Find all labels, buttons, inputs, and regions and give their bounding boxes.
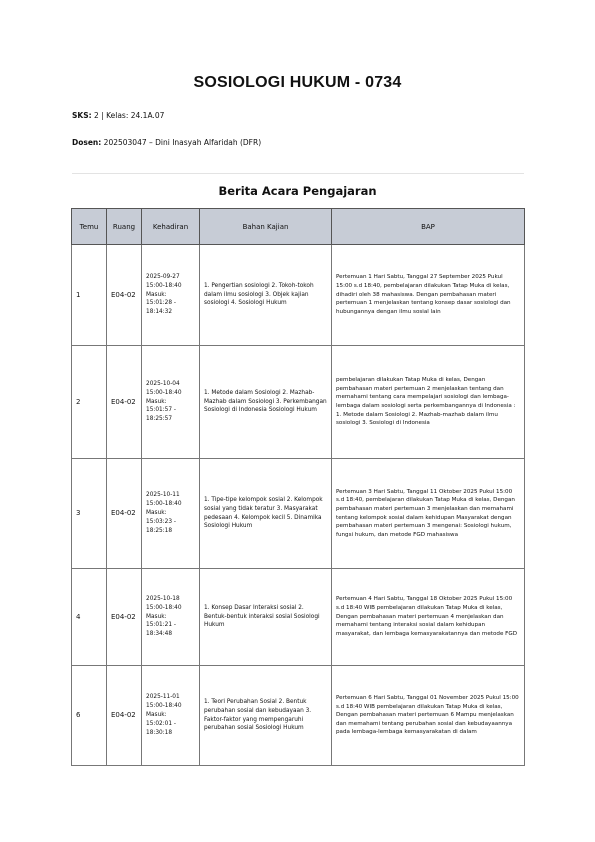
- kehadiran-out-time: 18:34:48: [146, 631, 173, 638]
- bap-cell: Pertemuan 1 Hari Sabtu, Tanggal 27 September 2025 Pukul 15:00 s.d 18:40, pembelajaran dilakukan Tatap Muka di kelas, dihadiri oleh 38 mahasiswa. Dengan pembahasan materi pertemuan 1 menjelaskan tentang konsep dasar sosiologi dan hubungannya dengan ilmu sosial lain: [332, 245, 525, 346]
- kehadiran-masuk-label: Masuk:: [146, 712, 167, 718]
- table-header-row: [72, 209, 525, 245]
- ruang-cell: E04-02: [107, 245, 142, 346]
- header-bahan-kajian: Bahan Kajian: [200, 209, 332, 245]
- kehadiran-time: 15:00-18:40: [146, 282, 182, 289]
- kehadiran-date: 2025-10-18: [146, 595, 180, 602]
- kehadiran-time: 15:00-18:40: [146, 703, 182, 710]
- kehadiran-out-time: 18:14:32: [146, 309, 173, 316]
- sks-kelas-line: [72, 111, 164, 120]
- kehadiran-date: 2025-10-11: [146, 492, 180, 499]
- kehadiran-time: 15:00-18:40: [146, 501, 182, 508]
- kehadiran-in-time: 15:01:21 -: [146, 622, 176, 629]
- table-row: [72, 666, 525, 766]
- kehadiran-masuk-label: Masuk:: [146, 291, 167, 298]
- kehadiran-date: 2025-09-27: [146, 273, 180, 280]
- sks-label: SKS:: [72, 111, 92, 120]
- header-ruang: Ruang: [107, 209, 142, 245]
- kehadiran-date: 2025-11-01: [146, 694, 180, 701]
- table-row: [72, 346, 525, 459]
- page-title: SOSIOLOGI HUKUM - 0734: [193, 74, 402, 91]
- kehadiran-time: 15:00-18:40: [146, 604, 182, 611]
- kehadiran-time: 15:00-18:40: [146, 389, 182, 396]
- bahan-kajian-cell: 1. Konsep Dasar Interaksi sosial 2. Bentuk-bentuk interaksi sosial Sosiologi Hukum: [200, 569, 332, 666]
- bap-cell: Pertemuan 3 Hari Sabtu, Tanggal 11 Oktober 2025 Pukul 15:00 s.d 18:40, pembelajaran dilakukan Tatap Muka di kelas, Dengan pembahasan materi pertemuan 3 menjelaskan dan memahami tentang kelompok sosial dalam kehidupan Masyarakat dengan pembahasan materi pertemuan 3 mengenai: Sosiologi hukum, fungsi hukum, dan metode FGD mahasiswa: [332, 459, 525, 569]
- kehadiran-cell: [142, 346, 200, 459]
- header-kehadiran: Kehadiran: [142, 209, 200, 245]
- bap-cell: pembelajaran dilakukan Tatap Muka di kelas, Dengan pembahasan materi pertemuan 2 menjelaskan tentang dan memahami tentang cara mempelajari sosiologi dan lembaga-lembaga dalam sosiologi serta perkembangannya di Indonesia : 1. Metode dalam Sosiologi 2. Mazhab-mazhab dalam ilmu sosiologi 3. Sosiologi di Indonesia: [332, 346, 525, 459]
- ruang-cell: E04-02: [107, 569, 142, 666]
- table-row: [72, 569, 525, 666]
- kehadiran-out-time: 18:30:18: [146, 729, 173, 736]
- dosen-label: Dosen:: [72, 138, 102, 147]
- temu-cell: 3: [72, 459, 107, 569]
- kehadiran-cell: [142, 569, 200, 666]
- kehadiran-in-time: 15:01:57 -: [146, 407, 176, 414]
- temu-cell: 4: [72, 569, 107, 666]
- bahan-kajian-cell: 1. Pengertian sosiologi 2. Tokoh-tokoh dalam ilmu sosiologi 3. Objek kajian sosiologi 4. Sosiologi Hukum: [200, 245, 332, 346]
- bahan-kajian-cell: 1. Tipe-tipe kelompok sosial 2. Kelompok sosial yang tidak teratur 3. Masyarakat pedesaan 4. Kelompok kecil 5. Dinamika Sosiologi Hukum: [200, 459, 332, 569]
- bahan-kajian-cell: 1. Metode dalam Sosiologi 2. Mazhab-Mazhab dalam Sosiologi 3. Perkembangan Sosiologi di Indonesia Sosiologi Hukum: [200, 346, 332, 459]
- bahan-kajian-cell: 1. Teori Perubahan Sosial 2. Bentuk perubahan sosial dan kebudayaan 3. Faktor-faktor yang mempengaruhi perubahan sosial Sosiologi Hukum: [200, 666, 332, 766]
- kehadiran-masuk-label: Masuk:: [146, 398, 167, 405]
- kehadiran-cell: [142, 666, 200, 766]
- ruang-cell: E04-02: [107, 666, 142, 766]
- table-row: [72, 245, 525, 346]
- kehadiran-date: 2025-10-04: [146, 380, 180, 387]
- temu-cell: 6: [72, 666, 107, 766]
- kehadiran-cell: [142, 245, 200, 346]
- header-bap: BAP: [332, 209, 525, 245]
- kehadiran-out-time: 18:25:57: [146, 416, 173, 423]
- kehadiran-in-time: 15:02:01 -: [146, 720, 176, 727]
- table-row: [72, 459, 525, 569]
- temu-cell: 2: [72, 346, 107, 459]
- kehadiran-masuk-label: Masuk:: [146, 613, 167, 620]
- bap-table: [71, 208, 525, 766]
- sks-kelas-value: 2 | Kelas: 24.1A.07: [94, 111, 165, 120]
- dosen-value: 202503047 – Dini Inasyah Alfaridah (DFR): [103, 138, 262, 147]
- kehadiran-in-time: 15:03:23 -: [146, 518, 176, 525]
- bap-cell: Pertemuan 4 Hari Sabtu, Tanggal 18 Oktober 2025 Pukul 15:00 s.d 18:40 WIB pembelajaran dilakukan Tatap Muka di kelas, Dengan pembahasan materi pertemuan 4 menjelaskan dan memahami tentang interaksi sosial dalam kehidupan masyarakat, dan lembaga kemasyarakatannya dan metode FGD: [332, 569, 525, 666]
- kehadiran-in-time: 15:01:28 -: [146, 300, 176, 307]
- header-temu: Temu: [72, 209, 107, 245]
- bap-cell: Pertemuan 6 Hari Sabtu, Tanggal 01 November 2025 Pukul 15:00 s.d 18:40 WIB pembelajaran dilakukan Tatap Muka di kelas, Dengan pembahasan materi pertemuan 6 Mampu menjelaskan dan memahami tentang perubahan sosial dan kebudayaannya pada lembaga-lembaga kemasyarakatan di dalam: [332, 666, 525, 766]
- temu-cell: 1: [72, 245, 107, 346]
- divider: [72, 173, 524, 174]
- ruang-cell: E04-02: [107, 459, 142, 569]
- kehadiran-out-time: 18:25:18: [146, 527, 173, 534]
- kehadiran-cell: [142, 459, 200, 569]
- section-title: Berita Acara Pengajaran: [218, 184, 377, 198]
- dosen-line: [72, 138, 261, 147]
- kehadiran-masuk-label: Masuk:: [146, 510, 167, 516]
- ruang-cell: E04-02: [107, 346, 142, 459]
